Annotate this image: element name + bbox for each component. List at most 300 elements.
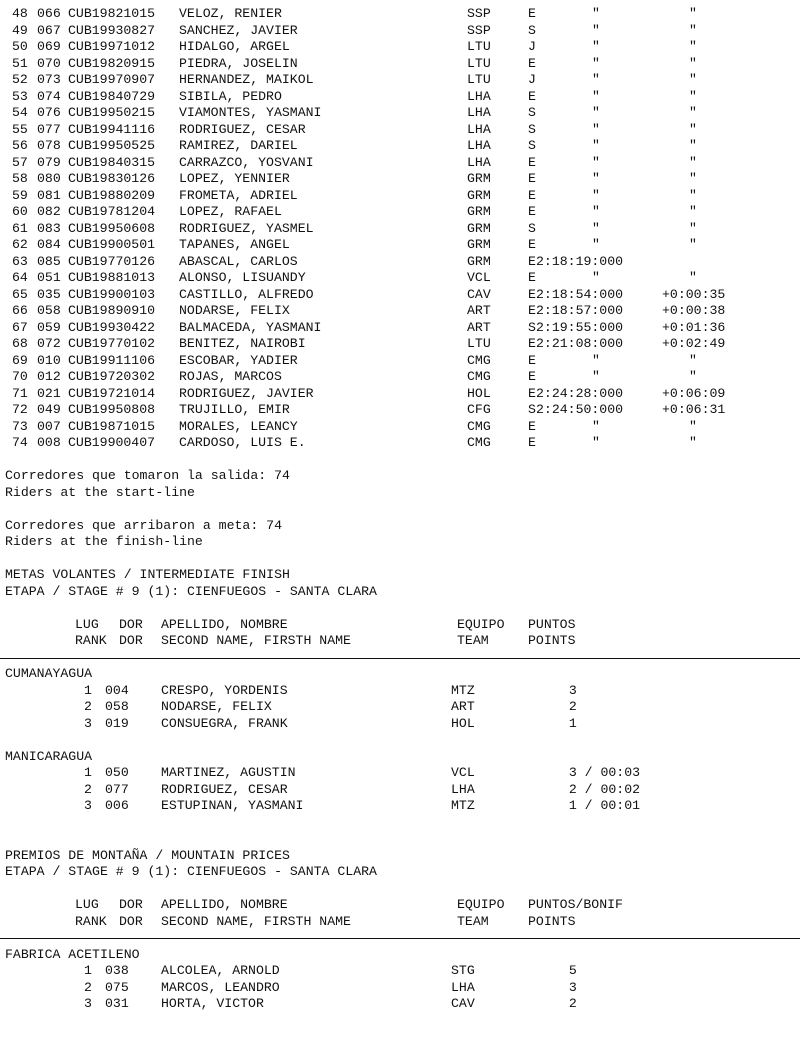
list-item [5,716,795,733]
team-cell: SSP [467,6,491,21]
table-row [5,386,795,403]
team-cell: MTZ [451,682,475,698]
list-item [5,798,795,815]
bib-cell: 012 [37,369,61,384]
time-cell: 2:18:19:000 [536,253,624,269]
position-cell: 52 [12,72,28,87]
rank-cell: 3 [84,996,92,1011]
uci-code-cell: CUB19930827 [68,22,156,38]
bib-cell: 070 [37,55,61,71]
uci-code-cell: CUB19881013 [68,270,156,285]
uci-code-cell: CUB19930422 [68,319,156,335]
team-cell: SSP [467,22,491,38]
list-item [5,782,795,799]
bib-cell: 066 [37,6,61,21]
uci-code-cell: CUB19820915 [68,55,156,71]
rider-name-cell: ABASCAL, CARLOS [179,253,298,269]
table-row [5,435,795,452]
position-cell: 49 [12,22,28,38]
rider-name-cell: LOPEZ, RAFAEL [179,204,282,219]
bib-cell: 076 [37,105,61,120]
time-cell: " [592,88,600,104]
list-item [5,683,795,700]
position-cell: 68 [12,336,28,351]
riders-finish-es: Corredores que arribaron a meta: 74 [5,517,282,533]
bib-cell: 021 [37,385,61,401]
rider-name-cell: ALCOLEA, ARNOLD [161,963,280,978]
riders-finish-en: Riders at the finish-line [5,534,203,549]
spacer [5,815,795,832]
team-cell: GRM [467,253,491,269]
position-cell: 72 [12,402,28,417]
time-cell: " [592,220,600,236]
rider-name-cell: RODRIGUEZ, CESAR [161,781,288,797]
bib-cell: 067 [37,22,61,38]
gap-cell: " [689,187,697,203]
header-points: POINTS [528,633,576,648]
category-cell: E [528,88,536,104]
time-cell: " [592,418,600,434]
bib-cell: 069 [37,39,61,54]
time-cell: " [592,22,600,38]
uci-code-cell: CUB19950215 [68,105,156,120]
gap-cell: " [689,154,697,170]
uci-code-cell: CUB19871015 [68,418,156,434]
gap-cell: " [689,39,697,54]
team-cell: HOL [451,715,475,731]
bib-cell: 081 [37,187,61,203]
uci-code-cell: CUB19911106 [68,352,156,368]
rider-name-cell: CONSUEGRA, FRANK [161,715,288,731]
table-row [5,419,795,436]
uci-code-cell: CUB19770126 [68,253,156,269]
category-cell: S [528,220,536,236]
position-cell: 69 [12,352,28,368]
team-cell: CMG [467,435,491,450]
points-cell: 3 [553,979,577,995]
position-cell: 53 [12,88,28,104]
gap-cell: " [689,171,697,186]
gap-cell: " [689,22,697,38]
header-rank: RANK [75,633,107,648]
uci-code-cell: CUB19880209 [68,187,156,203]
time-cell: " [592,435,600,450]
position-cell: 54 [12,105,28,120]
intermediate-title: METAS VOLANTES / INTERMEDIATE FINISH [5,567,290,582]
results-document [5,6,795,1013]
bib-cell: 019 [105,715,129,731]
category-cell: J [528,39,536,54]
bib-cell: 073 [37,72,61,87]
team-cell: CMG [467,352,491,368]
list-item [5,996,795,1013]
table-row [5,23,795,40]
team-cell: VCL [451,765,475,780]
category-cell: S [528,319,536,335]
location-label: CUMANAYAGUA [5,666,93,681]
team-cell: CAV [467,286,491,302]
rider-name-cell: RODRIGUEZ, CESAR [179,121,306,137]
bib-cell: 077 [37,121,61,137]
position-cell: 58 [12,171,28,186]
rider-name-cell: FROMETA, ADRIEL [179,187,298,203]
position-cell: 67 [12,319,28,335]
table-row [5,122,795,139]
category-cell: E [528,253,536,269]
team-cell: CAV [451,996,475,1011]
time-cell: " [592,105,600,120]
category-cell: E [528,369,536,384]
mountain-groups [5,947,795,1013]
rider-name-cell: ESCOBAR, YADIER [179,352,298,368]
time-cell: " [592,72,600,87]
team-cell: LHA [467,154,491,170]
uci-code-cell: CUB19900407 [68,435,156,450]
rider-name-cell: RODRIGUEZ, JAVIER [179,385,314,401]
header-dor: DOR [119,897,143,912]
position-cell: 70 [12,369,28,384]
team-cell: ART [451,699,475,714]
team-cell: ART [467,319,491,335]
rider-name-cell: LOPEZ, YENNIER [179,171,290,186]
position-cell: 57 [12,154,28,170]
category-cell: E [528,154,536,170]
points-cell: 3 / 00:03 [553,765,641,780]
gap-cell: +0:02:49 [662,336,726,351]
rider-name-cell: SIBILA, PEDRO [179,88,282,104]
table-row [5,171,795,188]
team-cell: LTU [467,72,491,87]
rider-name-cell: VELOZ, RENIER [179,6,282,21]
category-cell: S [528,138,536,153]
category-cell: S [528,121,536,137]
gap-cell: " [689,204,697,219]
gap-cell: +0:06:09 [662,385,726,401]
mountain-stage: ETAPA / STAGE # 9 (1): CIENFUEGOS - SANTA CLARA [5,864,377,879]
table-row [5,287,795,304]
team-cell: GRM [467,187,491,203]
header-points: POINTS [528,913,576,929]
team-cell: GRM [467,220,491,236]
table-row [5,89,795,106]
rider-name-cell: ROJAS, MARCOS [179,369,282,384]
bib-cell: 074 [37,88,61,104]
position-cell: 50 [12,39,28,54]
rank-cell: 2 [84,781,92,797]
gap-cell: " [689,138,697,153]
gap-cell: " [689,435,697,450]
uci-code-cell: CUB19721014 [68,385,156,401]
time-cell: 2:18:57:000 [536,303,624,318]
rider-name-cell: ESTUPINAN, YASMANI [161,798,304,813]
table-row [5,254,795,271]
bib-cell: 079 [37,154,61,170]
team-cell: LHA [467,121,491,137]
bib-cell: 049 [37,402,61,417]
rank-cell: 3 [84,715,92,731]
team-cell: STG [451,963,475,978]
bib-cell: 031 [105,996,129,1011]
team-cell: GRM [467,204,491,219]
category-cell: E [528,385,536,401]
team-cell: LHA [467,138,491,153]
rider-name-cell: BENITEZ, NAIROBI [179,336,306,351]
results-table [5,6,795,452]
location-label: FABRICA ACETILENO [5,946,140,962]
position-cell: 48 [12,6,28,21]
rider-name-cell: ALONSO, LISUANDY [179,270,306,285]
position-cell: 74 [12,435,28,450]
rider-name-cell: MARTINEZ, AGUSTIN [161,765,296,780]
bib-cell: 058 [105,699,129,714]
uci-code-cell: CUB19970907 [68,72,156,87]
category-cell: E [528,171,536,186]
header-team: TEAM [457,633,489,648]
rider-name-cell: CASTILLO, ALFREDO [179,286,314,302]
gap-cell: " [689,121,697,137]
table-row [5,188,795,205]
divider [5,650,795,667]
table-row [5,303,795,320]
header-dor: DOR [119,616,143,632]
table-row [5,402,795,419]
bib-cell: 004 [105,682,129,698]
header-name: APELLIDO, NOMBRE [161,616,288,632]
intermediate-groups [5,666,795,831]
list-item [5,963,795,980]
position-cell: 61 [12,220,28,236]
riders-start-es: Corredores que tomaron la salida: 74 [5,468,290,483]
table-row [5,138,795,155]
time-cell: " [592,6,600,21]
table-row [5,72,795,89]
time-cell: " [592,187,600,203]
time-cell: " [592,154,600,170]
points-cell: 2 [553,996,577,1011]
position-cell: 56 [12,138,28,153]
category-cell: S [528,402,536,417]
table-row [5,369,795,386]
table-row [5,221,795,238]
table-row [5,6,795,23]
rank-cell: 1 [84,765,92,780]
riders-start-en: Riders at the start-line [5,484,195,500]
category-cell: E [528,270,536,285]
bib-cell: 078 [37,138,61,153]
team-cell: LTU [467,336,491,351]
rank-cell: 1 [84,963,92,978]
mountain-title: PREMIOS DE MONTAÑA / MOUNTAIN PRICES [5,847,290,863]
intermediate-header-es [5,617,795,634]
category-cell: E [528,237,536,252]
header-name: SECOND NAME, FIRSTH NAME [161,913,351,929]
uci-code-cell: CUB19900103 [68,286,156,302]
gap-cell: " [689,237,697,252]
team-cell: LTU [467,39,491,54]
uci-code-cell: CUB19781204 [68,204,156,219]
gap-cell: +0:00:35 [662,286,726,302]
intermediate-header-en [5,633,795,650]
category-cell: S [528,22,536,38]
uci-code-cell: CUB19950808 [68,402,156,417]
bib-cell: 006 [105,798,129,813]
gap-cell: +0:01:36 [662,319,726,335]
position-cell: 63 [12,253,28,269]
time-cell: 2:24:50:000 [536,402,624,417]
table-row [5,270,795,287]
team-cell: LHA [451,979,475,995]
position-cell: 66 [12,303,28,318]
uci-code-cell: CUB19840315 [68,154,156,170]
time-cell: 2:24:28:000 [536,385,624,401]
team-cell: LHA [467,105,491,120]
time-cell: 2:18:54:000 [536,286,624,302]
header-rank: RANK [75,913,107,929]
intermediate-stage: ETAPA / STAGE # 9 (1): CIENFUEGOS - SANTA CLARA [5,583,377,599]
table-row [5,204,795,221]
team-cell: CMG [467,369,491,384]
team-cell: LHA [451,781,475,797]
team-cell: CFG [467,402,491,417]
position-cell: 73 [12,418,28,434]
category-cell: J [528,72,536,87]
position-cell: 64 [12,270,28,285]
rider-name-cell: CARDOSO, LUIS E. [179,435,306,450]
table-row [5,353,795,370]
table-row [5,56,795,73]
position-cell: 55 [12,121,28,137]
category-cell: E [528,352,536,368]
bib-cell: 080 [37,171,61,186]
gap-cell: " [689,418,697,434]
bib-cell: 058 [37,303,61,318]
gap-cell: " [689,270,697,285]
points-cell: 2 [553,699,577,714]
list-item [5,699,795,716]
bib-cell: 085 [37,253,61,269]
header-dor: DOR [119,913,143,929]
header-team: TEAM [457,913,489,929]
bib-cell: 084 [37,237,61,252]
points-cell: 5 [553,963,577,978]
bib-cell: 050 [105,765,129,780]
table-row [5,336,795,353]
points-cell: 1 [553,715,577,731]
position-cell: 51 [12,55,28,71]
header-dor: DOR [119,633,143,648]
time-cell: 2:19:55:000 [536,319,624,335]
category-cell: E [528,6,536,21]
points-cell: 3 [553,682,577,698]
gap-cell: " [689,55,697,71]
bib-cell: 059 [37,319,61,335]
uci-code-cell: CUB19770102 [68,336,156,351]
rider-name-cell: BALMACEDA, YASMANI [179,319,322,335]
bib-cell: 038 [105,963,129,978]
time-cell: 2:21:08:000 [536,336,624,351]
rank-cell: 2 [84,699,92,714]
position-cell: 60 [12,204,28,219]
category-cell: E [528,204,536,219]
time-cell: " [592,171,600,186]
spacer [5,732,795,749]
rider-name-cell: PIEDRA, JOSELIN [179,55,298,71]
uci-code-cell: CUB19941116 [68,121,156,137]
gap-cell: " [689,72,697,87]
table-row [5,39,795,56]
header-points: PUNTOS [528,616,576,632]
time-cell: " [592,138,600,153]
header-lug: LUG [75,616,99,632]
uci-code-cell: CUB19840729 [68,88,156,104]
bib-cell: 083 [37,220,61,236]
category-cell: E [528,303,536,318]
time-cell: " [592,121,600,137]
category-cell: E [528,435,536,450]
header-team: EQUIPO [457,897,505,912]
gap-cell: +0:06:31 [662,402,726,417]
gap-cell: +0:00:38 [662,303,726,318]
position-cell: 59 [12,187,28,203]
team-cell: MTZ [451,798,475,813]
team-cell: CMG [467,418,491,434]
table-row [5,320,795,337]
rider-name-cell: RODRIGUEZ, YASMEL [179,220,314,236]
time-cell: " [592,204,600,219]
gap-cell: " [689,220,697,236]
table-row [5,105,795,122]
rank-cell: 2 [84,979,92,995]
uci-code-cell: CUB19821015 [68,6,156,21]
category-cell: S [528,105,536,120]
rider-name-cell: VIAMONTES, YASMANI [179,105,322,120]
header-team: EQUIPO [457,616,505,632]
bib-cell: 010 [37,352,61,368]
category-cell: E [528,187,536,203]
position-cell: 62 [12,237,28,252]
location-label: MANICARAGUA [5,748,93,764]
rider-name-cell: TRUJILLO, EMIR [179,402,290,417]
uci-code-cell: CUB19890910 [68,303,156,318]
rider-name-cell: MARCOS, LEANDRO [161,979,280,995]
uci-code-cell: CUB19950525 [68,138,156,153]
divider [5,930,795,947]
rider-name-cell: CRESPO, YORDENIS [161,682,288,698]
rider-name-cell: SANCHEZ, JAVIER [179,22,298,38]
list-item [5,980,795,997]
time-cell: " [592,270,600,285]
uci-code-cell: CUB19971012 [68,39,156,54]
mountain-header-es [5,897,795,914]
gap-cell: " [689,105,697,120]
points-cell: 1 / 00:01 [553,798,641,813]
gap-cell: " [689,369,697,384]
rider-name-cell: NODARSE, FELIX [179,303,290,318]
bib-cell: 072 [37,336,61,351]
bib-cell: 051 [37,270,61,285]
team-cell: LHA [467,88,491,104]
rider-name-cell: TAPANES, ANGEL [179,237,290,252]
rider-name-cell: CARRAZCO, YOSVANI [179,154,314,170]
rank-cell: 1 [84,682,92,698]
bib-cell: 007 [37,418,61,434]
uci-code-cell: CUB19950608 [68,220,156,236]
time-cell: " [592,352,600,368]
gap-cell: " [689,352,697,368]
rider-name-cell: HERNANDEZ, MAIKOL [179,72,314,87]
uci-code-cell: CUB19830126 [68,171,156,186]
team-cell: GRM [467,237,491,252]
